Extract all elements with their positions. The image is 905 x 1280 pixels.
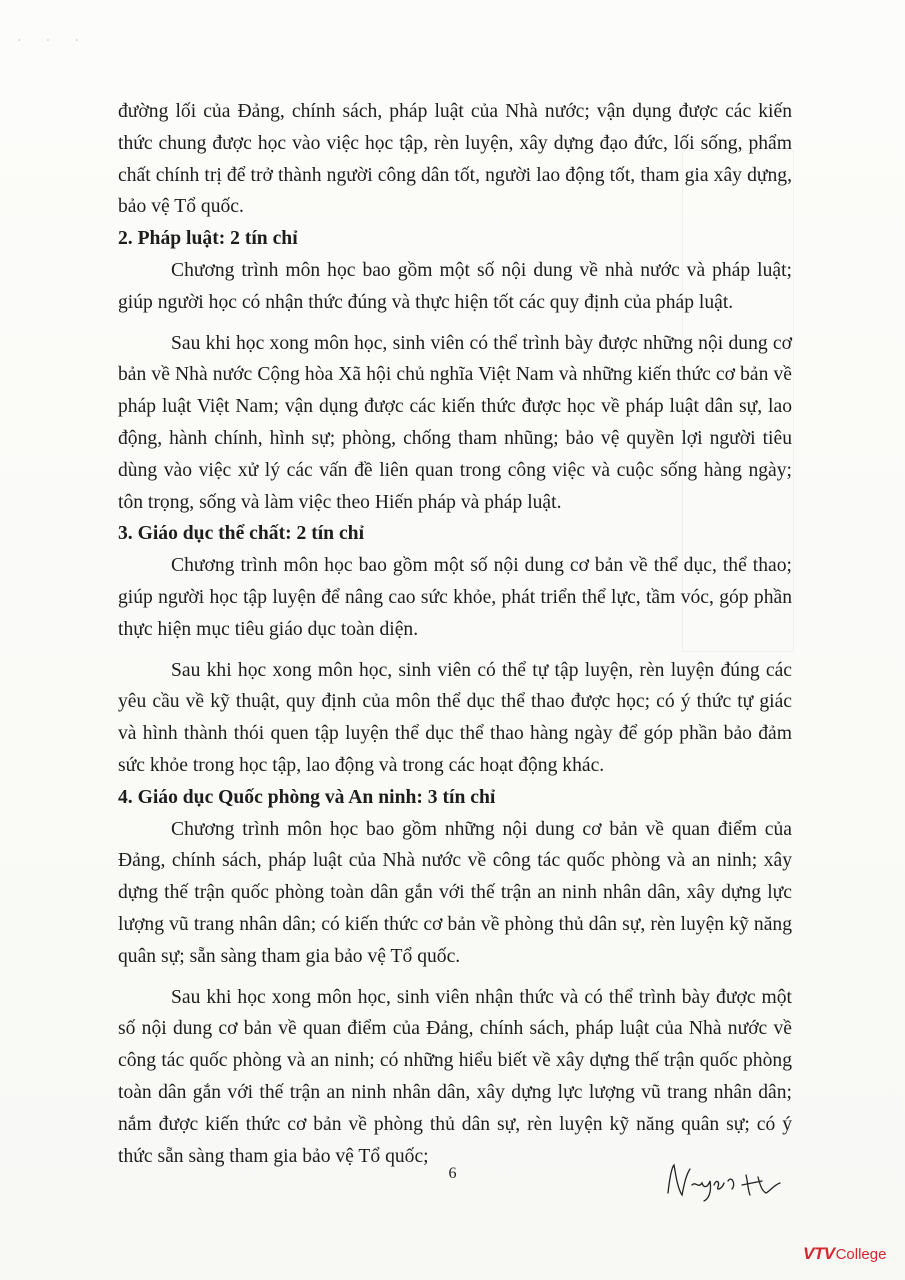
handwritten-signature bbox=[662, 1155, 792, 1205]
body-paragraph: Sau khi học xong môn học, sinh viên có thể trình bày được những nội dung cơ bản về Nhà nước Cộng hòa Xã hội chủ nghĩa Việt Nam và những kiến thức cơ bản về pháp luật Việt Nam; vận dụng được các kiến thức được học về pháp luật dân sự, lao động, hành chính, hình sự; phòng, chống tham nhũng; bảo vệ quyền lợi người tiêu dùng vào việc xử lý các vấn đề liên quan trong công việc và cuộc sống hàng ngày; tôn trọng, sống và làm việc theo Hiến pháp và pháp luật. bbox=[118, 332, 792, 513]
vtv-college-watermark bbox=[803, 1240, 903, 1268]
watermark-brand: VTV bbox=[803, 1244, 835, 1263]
document-body bbox=[118, 96, 792, 1172]
body-paragraph: đường lối của Đảng, chính sách, pháp luật của Nhà nước; vận dụng được các kiến thức chung được học vào việc học tập, rèn luyện, xây dựng đạo đức, lối sống, phẩm chất chính trị để trở thành người công dân tốt, người lao động tốt, tham gia xây dựng, bảo vệ Tổ quốc. bbox=[118, 101, 792, 218]
scan-specks: · · · bbox=[18, 36, 90, 45]
body-paragraph: Sau khi học xong môn học, sinh viên có thể tự tập luyện, rèn luyện đúng các yêu cầu về kỹ thuật, quy định của môn thể dục thể thao được học; có ý thức tự giác và hình thành thói quen tập luyện thể dục thể thao hàng ngày để góp phần bảo đảm sức khỏe trong học tập, lao động và trong các hoạt động khác. bbox=[118, 659, 792, 776]
body-paragraph: Chương trình môn học bao gồm một số nội dung về nhà nước và pháp luật; giúp người học có nhận thức đúng và thực hiện tốt các quy định của pháp luật. bbox=[118, 259, 792, 313]
section-heading: 2. Pháp luật: 2 tín chỉ bbox=[118, 228, 298, 250]
section-heading: 3. Giáo dục thể chất: 2 tín chỉ bbox=[118, 523, 365, 545]
section-heading: 4. Giáo dục Quốc phòng và An ninh: 3 tín chỉ bbox=[118, 786, 496, 808]
watermark-suffix: College bbox=[835, 1245, 887, 1263]
body-paragraph: Chương trình môn học bao gồm những nội dung cơ bản về quan điểm của Đảng, chính sách, pháp luật của Nhà nước về công tác quốc phòng và an ninh; xây dựng thế trận quốc phòng toàn dân gắn với thế trận an ninh nhân dân, xây dựng lực lượng vũ trang nhân dân; có kiến thức cơ bản về phòng thủ dân sự, rèn luyện kỹ năng quân sự; sẵn sàng tham gia bảo vệ Tổ quốc. bbox=[118, 818, 792, 967]
body-paragraph: Chương trình môn học bao gồm một số nội dung cơ bản về thể dục, thể thao; giúp người học tập luyện để nâng cao sức khỏe, phát triển thể lực, tầm vóc, góp phần thực hiện mục tiêu giáo dục toàn diện. bbox=[118, 555, 792, 640]
body-paragraph: Sau khi học xong môn học, sinh viên nhận thức và có thể trình bày được một số nội dung cơ bản về quan điểm của Đảng, chính sách, pháp luật của Nhà nước về công tác quốc phòng và an ninh; có những hiểu biết về xây dựng thế trận quốc phòng toàn dân gắn với thế trận an ninh nhân dân, xây dựng lực lượng vũ trang nhân dân; nắm được kiến thức cơ bản về phòng thủ dân sự, rèn luyện kỹ năng quân sự; có ý thức sẵn sàng tham gia bảo vệ Tổ quốc; bbox=[118, 986, 792, 1167]
page-number: 6 bbox=[448, 1165, 457, 1182]
